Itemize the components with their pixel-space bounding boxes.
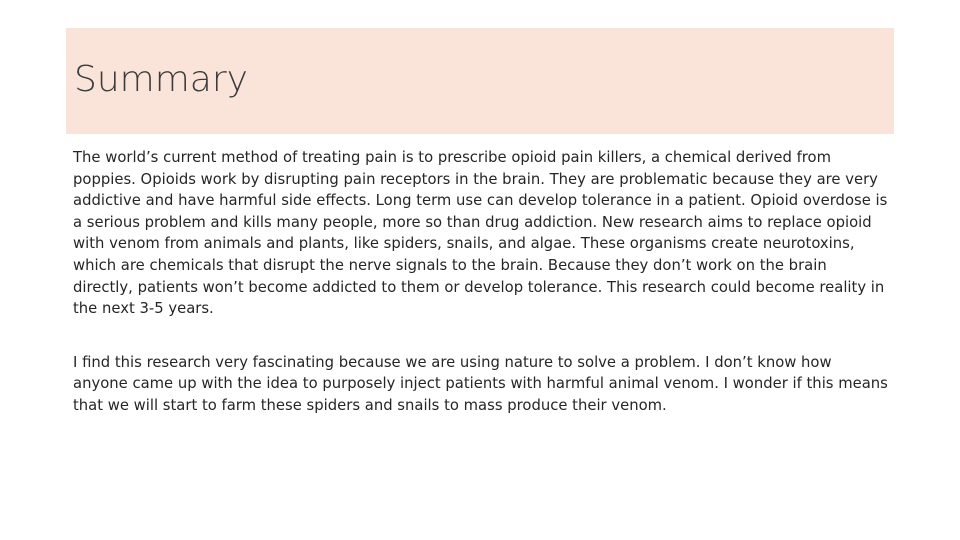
- slide-body: [73, 147, 891, 417]
- slide-title: Summary: [74, 59, 248, 100]
- opinion-paragraph: I find this research very fascinating because we are using nature to solve a problem. I don’t know how anyone came up with the idea to purposely inject patients with harmful animal venom. I wonder if this means that we will start to farm these spiders and snails to mass produce their venom.: [73, 353, 888, 414]
- title-band: [66, 28, 894, 134]
- summary-paragraph: The world’s current method of treating pain is to prescribe opioid pain killers, a chemical derived from poppies. Opioids work by disrupting pain receptors in the brain. They are problematic because they are very addictive and have harmful side effects. Long term use can develop tolerance in a patient. Opioid overdose is a serious problem and kills many people, more so than drug addiction. New research aims to replace opioid with venom from animals and plants, like spiders, snails, and algae. These organisms create neurotoxins, which are chemicals that disrupt the nerve signals to the brain. Because they don’t work on the brain directly, patients won’t become addicted to them or develop tolerance. This research could become reality in the next 3-5 years.: [73, 149, 888, 318]
